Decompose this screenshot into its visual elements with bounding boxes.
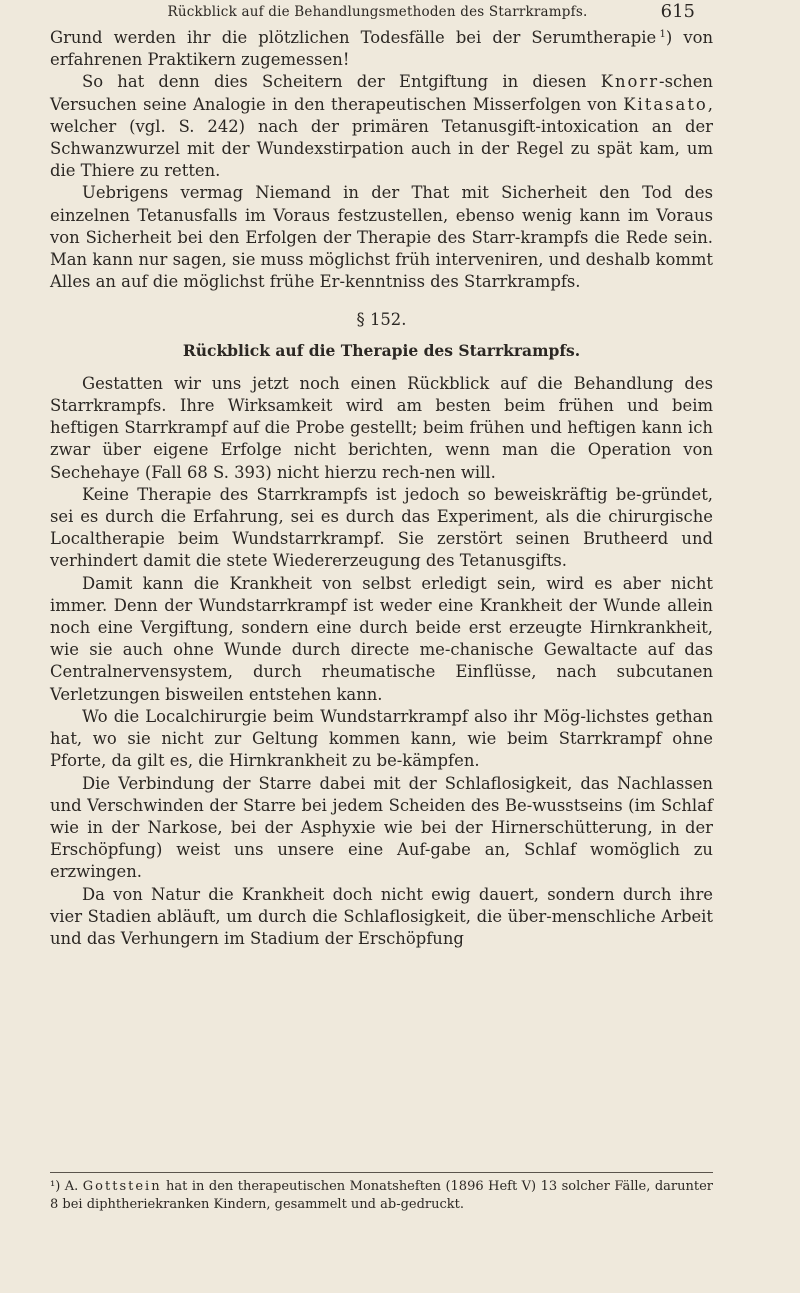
author-name-knorr: Knorr (600, 72, 660, 92)
section-number: § 152. (356, 310, 407, 330)
page-number: 615 (660, 1, 695, 22)
section-paragraph-6: Da von Natur die Krankheit doch nicht ewig dauert, sondern durch ihre vier Stadien abläuft, um durch die Schlaflosigkeit, die über-menschliche Arbeit und das Verhungern im Stadium der Erschöpfung (50, 884, 713, 948)
running-header (60, 1, 695, 22)
section-paragraph-4: Wo die Localchirurgie beim Wundstarrkrampf also ihr Mög-lichstes gethan hat, wo sie nicht zur Geltung kommen kann, wie beim Starrkrampf ohne Pforte, da gilt es, die Hirnkrankheit zu be-kämpfen. (50, 706, 713, 771)
footnote-author: Gottstein (82, 1179, 162, 1194)
body-text (50, 27, 713, 950)
footnote-divider (50, 1172, 713, 1173)
section-title: Rückblick auf die Therapie des Starrkrampfs. (182, 340, 581, 360)
paragraph-2-text-c: , welcher (vgl. S. 242) nach der primären Tetanusgift-intoxication an der Schwanzwurzel mit der Wundexstirpation auch in der Regel zu spät kam, um die Thiere zu retten. (50, 94, 713, 181)
footnote-reference[interactable]: 1 (659, 29, 666, 40)
paragraph-1-rest: ) von erfahrenen Praktikern zugemessen! (50, 28, 713, 70)
section-paragraph-3: Damit kann die Krankheit von selbst erledigt sein, wird es aber nicht immer. Denn der Wundstarrkrampf ist weder eine Krankheit der Wunde allein noch eine Vergiftung, sondern eine durch beide erst erzeugte Hirnkrankheit, wie sie auch ohne Wunde durch directe me-chanische Gewaltacte auf das Centralnervensystem, durch rheumatische Einflüsse, nach subcutanen Verletzungen bisweilen entstehen kann. (50, 573, 713, 704)
paragraph-1 (50, 27, 713, 71)
section-paragraph-5: Die Verbindung der Starre dabei mit der Schlaflosigkeit, das Nachlassen und Verschwinden der Starre bei jedem Scheiden des Be-wusstseins (im Schlaf wie in der Narkose, bei der Asphyxie wie bei der Hirnerschütterung, in der Erschöpfung) weist uns unsere eine Auf-gabe an, Schlaf womöglich zu erzwingen. (50, 773, 713, 882)
paragraph-2-text-a: So hat denn dies Scheitern der Entgiftung in diesen (82, 72, 587, 92)
section-paragraph-2: Keine Therapie des Starrkrampfs ist jedoch so beweiskräftig be-gründet, sei es durch die Erfahrung, sei es durch das Experiment, als die chirurgische Localtherapie beim Wundstarrkrampf. Sie zerstört seinen Brutheerd und verhindert damit die stete Wiedererzeugung des Tetanusgifts. (50, 484, 713, 571)
paragraph-2-text-b: -schen Versuchen seine Analogie in den therapeutischen Misserfolgen von (50, 72, 713, 114)
footnote (50, 1178, 713, 1213)
section-paragraph-1: Gestatten wir uns jetzt noch einen Rückblick auf die Behandlung des Starrkrampfs. Ihre Wirksamkeit wird am besten beim frühen und beim heftigen Starrkrampf auf die Probe gestellt; beim frühen und heftigen kann ich zwar über eigene Erfolge nicht berichten, wenn man die Operation von Sechehaye (Fall 68 S. 393) nicht hierzu rech-nen will. (50, 373, 713, 482)
footnote-text: hat in den therapeutischen Monatsheften (1896 Heft V) 13 solcher Fälle, darunter 8 bei diphtheriekranken Kindern, gesammelt und ab-gedruckt. (50, 1179, 713, 1212)
footnote-marker: ¹) A. (50, 1179, 79, 1194)
paragraph-3: Uebrigens vermag Niemand in der That mit Sicherheit den Tod des einzelnen Tetanusfalls im Voraus festzustellen, ebenso wenig kann im Voraus von Sicherheit bei den Erfolgen der Therapie des Starr-krampfs die Rede sein. Man kann nur sagen, sie muss möglichst früh interveniren, und deshalb kommt Alles an auf die möglichst frühe Er-kenntniss des Starrkrampfs. (50, 183, 713, 292)
paragraph-1-text: Grund werden ihr die plötzlichen Todesfälle bei der Serumtherapie (50, 28, 657, 47)
running-title: Rückblick auf die Behandlungsmethoden des Starrkrampfs. (167, 4, 588, 20)
author-name-kitasato: Kitasato (623, 94, 708, 114)
paragraph-2 (50, 71, 713, 182)
